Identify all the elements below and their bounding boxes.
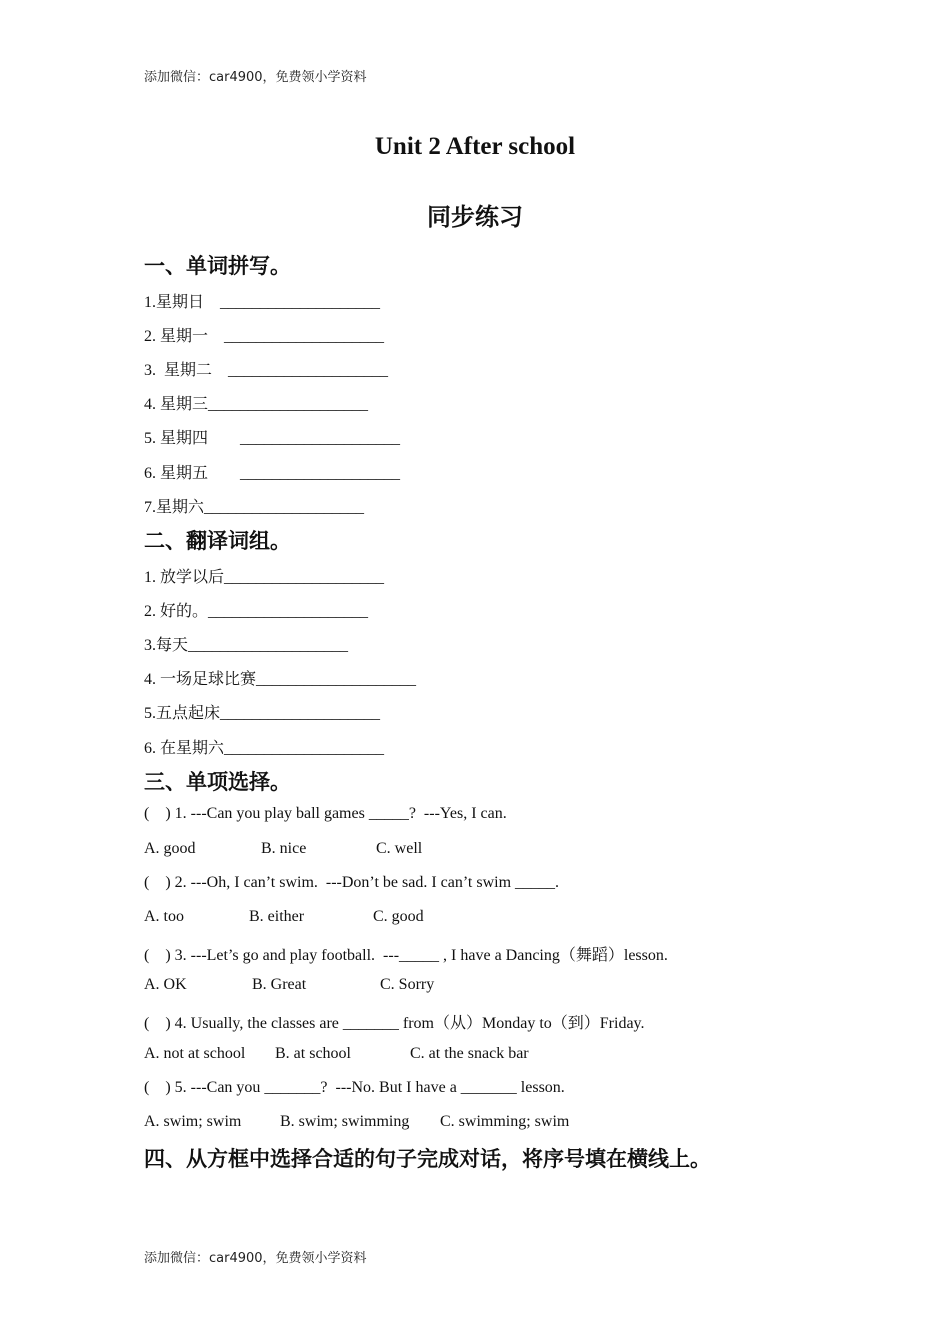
section-1-heading: 一、单词拼写。 bbox=[144, 254, 291, 278]
question-stem: ( ) 3. ---Let’s go and play football. ---_____ , I have a Dancing（舞蹈）lesson. bbox=[144, 947, 668, 964]
option-a: A. too bbox=[144, 908, 184, 925]
translation-item: 5.五点起床____________________ bbox=[144, 705, 381, 722]
spelling-item: 1.星期日 ____________________ bbox=[144, 294, 381, 311]
option-c: C. Sorry bbox=[380, 976, 435, 993]
option-a: A. swim; swim bbox=[144, 1113, 242, 1130]
section-3-heading: 三、单项选择。 bbox=[144, 770, 291, 794]
section-4-heading: 四、从方框中选择合适的句子完成对话，将序号填在横线上。 bbox=[144, 1147, 711, 1171]
spelling-item: 3. 星期二 ____________________ bbox=[144, 362, 389, 379]
option-a: A. OK bbox=[144, 976, 187, 993]
spelling-item: 5. 星期四 ____________________ bbox=[144, 430, 401, 447]
translation-item: 2. 好的。____________________ bbox=[144, 603, 369, 620]
question-stem: ( ) 5. ---Can you _______? ---No. But I have a _______ lesson. bbox=[144, 1079, 565, 1096]
question-stem: ( ) 2. ---Oh, I can’t swim. ---Don’t be sad. I can’t swim _____. bbox=[144, 874, 560, 891]
spelling-item: 7.星期六____________________ bbox=[144, 499, 365, 516]
option-b: B. Great bbox=[252, 976, 307, 993]
option-b: B. nice bbox=[261, 840, 307, 857]
option-c: C. well bbox=[376, 840, 423, 857]
option-b: B. either bbox=[249, 908, 305, 925]
option-c: C. at the snack bar bbox=[410, 1045, 529, 1062]
translation-item: 4. 一场足球比赛____________________ bbox=[144, 671, 417, 688]
header-note: 添加微信：car4900，免费领小学资料 bbox=[144, 70, 367, 85]
spelling-item: 2. 星期一 ____________________ bbox=[144, 328, 385, 345]
question-stem: ( ) 1. ---Can you play ball games _____? ---Yes, I can. bbox=[144, 805, 507, 822]
spelling-item: 6. 星期五 ____________________ bbox=[144, 465, 401, 482]
option-a: A. good bbox=[144, 840, 196, 857]
title-english: Unit 2 After school bbox=[374, 133, 576, 160]
spelling-item: 4. 星期三____________________ bbox=[144, 396, 369, 413]
option-c: C. good bbox=[373, 908, 424, 925]
translation-item: 3.每天____________________ bbox=[144, 637, 349, 654]
section-2-heading: 二、翻译词组。 bbox=[144, 529, 291, 553]
translation-item: 6. 在星期六____________________ bbox=[144, 740, 385, 757]
option-c: C. swimming; swim bbox=[440, 1113, 570, 1130]
title-chinese: 同步练习 bbox=[427, 203, 523, 231]
option-a: A. not at school bbox=[144, 1045, 246, 1062]
footer-note: 添加微信：car4900，免费领小学资料 bbox=[144, 1251, 367, 1266]
option-b: B. swim; swimming bbox=[280, 1113, 410, 1130]
option-b: B. at school bbox=[275, 1045, 351, 1062]
question-stem: ( ) 4. Usually, the classes are _______ from（从）Monday to（到）Friday. bbox=[144, 1015, 645, 1032]
translation-item: 1. 放学以后____________________ bbox=[144, 569, 385, 586]
